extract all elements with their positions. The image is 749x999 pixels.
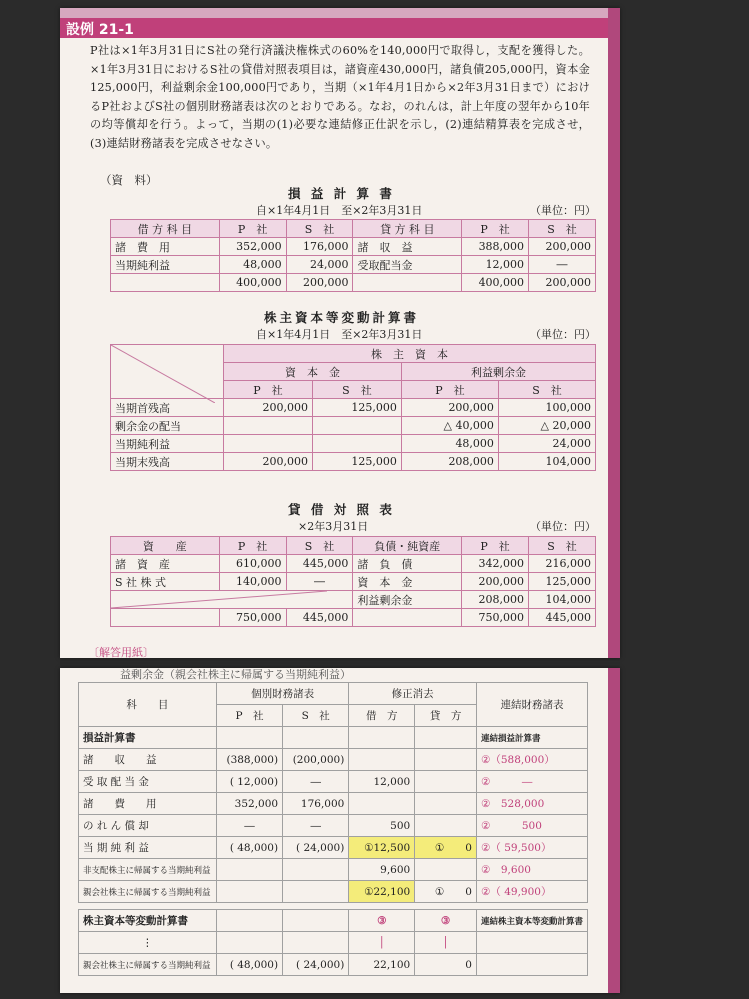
cell: 445,000 bbox=[529, 609, 596, 627]
cell: 資 本 金 bbox=[353, 573, 462, 591]
cell: ②（ 59,500） bbox=[476, 837, 587, 859]
cell bbox=[312, 435, 401, 453]
cell: ― bbox=[283, 771, 349, 793]
balance-sheet-table bbox=[110, 536, 596, 627]
cell: 200,000 bbox=[224, 399, 313, 417]
table-row bbox=[111, 609, 596, 627]
cell bbox=[216, 932, 282, 954]
section-label: 連結株主資本等変動計算書 bbox=[476, 910, 587, 932]
cell bbox=[283, 910, 349, 932]
diagonal-line bbox=[111, 591, 327, 608]
cell: 諸 収 益 bbox=[353, 238, 462, 256]
table-row bbox=[79, 903, 588, 910]
section-label: 連結損益計算書 bbox=[476, 727, 587, 749]
cell bbox=[349, 727, 415, 749]
cell: ( 24,000) bbox=[283, 954, 349, 976]
ss-unit: （単位：円） bbox=[530, 328, 596, 341]
cell bbox=[216, 881, 282, 903]
cell: 750,000 bbox=[219, 609, 286, 627]
row-label: 当 期 純 利 益 bbox=[79, 837, 217, 859]
cell: 0 bbox=[415, 954, 477, 976]
page-edge bbox=[608, 668, 620, 993]
row-label: の れ ん 償 却 bbox=[79, 815, 217, 837]
cell bbox=[415, 815, 477, 837]
header-cell: 借 方 科 目 bbox=[111, 220, 220, 238]
cell: 400,000 bbox=[219, 274, 286, 292]
cell: △ 20,000 bbox=[498, 417, 595, 435]
cell bbox=[283, 859, 349, 881]
header-cell: P 社 bbox=[401, 381, 498, 399]
cell: ( 48,000) bbox=[216, 954, 282, 976]
cell bbox=[312, 417, 401, 435]
worksheet-table bbox=[78, 682, 588, 976]
cell: 104,000 bbox=[498, 453, 595, 471]
cell: 104,000 bbox=[529, 591, 596, 609]
cell bbox=[415, 793, 477, 815]
header-cell: S 社 bbox=[529, 220, 596, 238]
header-cell: P 社 bbox=[462, 220, 529, 238]
table-row bbox=[111, 591, 596, 609]
cell: 125,000 bbox=[312, 399, 401, 417]
header-cell: 株 主 資 本 bbox=[224, 345, 596, 363]
bs-title: 貸 借 対 照 表 bbox=[288, 502, 395, 517]
cell: ② 528,000 bbox=[476, 793, 587, 815]
cell: 500 bbox=[349, 815, 415, 837]
cell: 24,000 bbox=[286, 256, 353, 274]
cell: 100,000 bbox=[498, 399, 595, 417]
header-cell: P 社 bbox=[224, 381, 313, 399]
cell: 剰余金の配当 bbox=[111, 417, 224, 435]
cell: 48,000 bbox=[401, 435, 498, 453]
header-cell: S 社 bbox=[286, 220, 353, 238]
cell: 当期末残高 bbox=[111, 453, 224, 471]
table-row bbox=[111, 435, 596, 453]
is-unit: （単位：円） bbox=[530, 204, 596, 217]
section-label: 損益計算書 bbox=[79, 727, 217, 749]
cell: 24,000 bbox=[498, 435, 595, 453]
header-cell: P 社 bbox=[219, 537, 286, 555]
table-row bbox=[111, 274, 596, 292]
equity-statement-table bbox=[110, 344, 596, 471]
header-cell: 修正消去 bbox=[349, 683, 477, 705]
cell: 208,000 bbox=[462, 591, 529, 609]
table-row bbox=[79, 727, 588, 749]
example-label: 設例 21-1 bbox=[66, 22, 134, 38]
table-row bbox=[111, 537, 596, 555]
cell bbox=[283, 881, 349, 903]
is-period: 自×1年4月1日 至×2年3月31日 bbox=[256, 204, 423, 217]
diagonal-line bbox=[111, 345, 215, 403]
cutoff-text: 益剰余金（親会社株主に帰属する当期純利益） bbox=[120, 668, 351, 681]
cell: 200,000 bbox=[529, 238, 596, 256]
cell: ② 500 bbox=[476, 815, 587, 837]
table-row bbox=[79, 771, 588, 793]
header-cell: S 社 bbox=[286, 537, 353, 555]
table-row bbox=[111, 256, 596, 274]
cell bbox=[349, 793, 415, 815]
cell: 200,000 bbox=[401, 399, 498, 417]
answer-label: 〔解答用紙〕 bbox=[88, 646, 154, 658]
table-row bbox=[111, 345, 596, 363]
cell: 216,000 bbox=[529, 555, 596, 573]
table-row bbox=[79, 793, 588, 815]
table-row bbox=[79, 954, 588, 976]
materials-label: （資 料） bbox=[100, 173, 158, 187]
cell: ( 48,000) bbox=[216, 837, 282, 859]
cell: 750,000 bbox=[462, 609, 529, 627]
cell: 受取配当金 bbox=[353, 256, 462, 274]
row-label: ⋮ bbox=[79, 932, 217, 954]
table-row bbox=[79, 932, 588, 954]
table-row bbox=[79, 683, 588, 705]
cell bbox=[476, 954, 587, 976]
cell: ③ bbox=[415, 910, 477, 932]
arrow-cell: │ bbox=[349, 932, 415, 954]
cell: 200,000 bbox=[286, 274, 353, 292]
cell: ― bbox=[283, 815, 349, 837]
table-row bbox=[79, 859, 588, 881]
cell: 200,000 bbox=[462, 573, 529, 591]
row-label: 受 取 配 当 金 bbox=[79, 771, 217, 793]
cell: ― bbox=[216, 815, 282, 837]
cell bbox=[353, 274, 462, 292]
cell: 388,000 bbox=[462, 238, 529, 256]
cell: (388,000) bbox=[216, 749, 282, 771]
cell: ②（ 49,900） bbox=[476, 881, 587, 903]
example-header bbox=[60, 18, 608, 38]
header-cell: S 社 bbox=[498, 381, 595, 399]
cell bbox=[476, 932, 587, 954]
cell: 176,000 bbox=[286, 238, 353, 256]
page-edge bbox=[608, 8, 620, 658]
cell: 125,000 bbox=[312, 453, 401, 471]
cell bbox=[283, 932, 349, 954]
cell: ①22,100 bbox=[349, 881, 415, 903]
spacer-cell bbox=[79, 903, 588, 910]
diagonal-cell bbox=[111, 591, 353, 609]
header-cell: P 社 bbox=[462, 537, 529, 555]
bs-period: ×2年3月31日 bbox=[298, 520, 369, 533]
cell: ② ― bbox=[476, 771, 587, 793]
header-cell: 貸 方 bbox=[415, 705, 477, 727]
cell: ( 24,000) bbox=[283, 837, 349, 859]
cell: 12,000 bbox=[349, 771, 415, 793]
problem-text: P社は×1年3月31日にS社の発行済議決権株式の60%を140,000円で取得し，支配を獲得した。×1年3月31日におけるS社の貸借対照表項目は，諸資産430,000円，諸負債205,000円，資本金125,000円，利益剰余金100,000円であり，当期（×1年4月1日から×2年3月31日まで）におけるP社およびS社の個別財務諸表は次のとおりである。なお，のれんは，計上年度の翌年から10年の均等償却を行う。よって，当期の(1)必要な連結修正仕訳を示し，(2)連結精算表を完成させ，(3)連結財務諸表を完成させなさい。 bbox=[90, 44, 590, 150]
table-row bbox=[79, 910, 588, 932]
cell: 12,000 bbox=[462, 256, 529, 274]
header-cell: 利益剰余金 bbox=[401, 363, 595, 381]
header-cell: 資 産 bbox=[111, 537, 220, 555]
cell bbox=[224, 435, 313, 453]
ss-title: 株主資本等変動計算書 bbox=[264, 310, 420, 325]
cell: 208,000 bbox=[401, 453, 498, 471]
cell: ① 0 bbox=[415, 837, 477, 859]
income-statement-table bbox=[110, 219, 596, 292]
cell: 22,100 bbox=[349, 954, 415, 976]
cell bbox=[349, 749, 415, 771]
cell: △ 40,000 bbox=[401, 417, 498, 435]
cell: ③ bbox=[349, 910, 415, 932]
table-row bbox=[79, 749, 588, 771]
diagonal-cell bbox=[111, 345, 224, 399]
page-top-strip bbox=[60, 8, 608, 18]
header-cell: 個別財務諸表 bbox=[216, 683, 348, 705]
cell: 200,000 bbox=[529, 274, 596, 292]
section-label: 株主資本等変動計算書 bbox=[79, 910, 217, 932]
header-cell: S 社 bbox=[312, 381, 401, 399]
cell bbox=[415, 727, 477, 749]
table-row bbox=[111, 220, 596, 238]
arrow-cell: │ bbox=[415, 932, 477, 954]
cell: 諸 負 債 bbox=[353, 555, 462, 573]
ss-period: 自×1年4月1日 至×2年3月31日 bbox=[256, 328, 423, 341]
header-cell: 科 目 bbox=[79, 683, 217, 727]
header-cell: P 社 bbox=[219, 220, 286, 238]
header-cell: 資 本 金 bbox=[224, 363, 402, 381]
row-label: 親会社株主に帰属する当期純利益 bbox=[79, 881, 217, 903]
is-title: 損 益 計 算 書 bbox=[288, 186, 395, 201]
header-cell: S 社 bbox=[529, 537, 596, 555]
cell bbox=[353, 609, 462, 627]
table-row bbox=[111, 417, 596, 435]
cell: 諸 資 産 bbox=[111, 555, 220, 573]
bs-unit: （単位：円） bbox=[530, 520, 596, 533]
row-label: 諸 収 益 bbox=[79, 749, 217, 771]
cell bbox=[216, 727, 282, 749]
cell bbox=[415, 771, 477, 793]
cell bbox=[216, 859, 282, 881]
cell: 48,000 bbox=[219, 256, 286, 274]
table-row bbox=[111, 238, 596, 256]
cell bbox=[111, 274, 220, 292]
header-cell: 借 方 bbox=[349, 705, 415, 727]
table-row bbox=[79, 837, 588, 859]
cell: 利益剰余金 bbox=[353, 591, 462, 609]
cell bbox=[224, 417, 313, 435]
cell: 200,000 bbox=[224, 453, 313, 471]
cell: 125,000 bbox=[529, 573, 596, 591]
header-cell: 貸 方 科 目 bbox=[353, 220, 462, 238]
table-row bbox=[79, 815, 588, 837]
cell bbox=[415, 859, 477, 881]
header-cell: S 社 bbox=[283, 705, 349, 727]
cell: 諸 費 用 bbox=[111, 238, 220, 256]
cell: 176,000 bbox=[283, 793, 349, 815]
cell: ② 9,600 bbox=[476, 859, 587, 881]
row-label: 諸 費 用 bbox=[79, 793, 217, 815]
cell bbox=[216, 910, 282, 932]
textbook-page-bottom bbox=[60, 668, 620, 993]
cell: 342,000 bbox=[462, 555, 529, 573]
cell: 当期純利益 bbox=[111, 435, 224, 453]
cell: 当期首残高 bbox=[111, 399, 224, 417]
table-row bbox=[111, 573, 596, 591]
cell: 140,000 bbox=[219, 573, 286, 591]
cell: 当期純利益 bbox=[111, 256, 220, 274]
cell: 445,000 bbox=[286, 609, 353, 627]
cell: 352,000 bbox=[216, 793, 282, 815]
textbook-page-top bbox=[60, 8, 620, 658]
cell: 610,000 bbox=[219, 555, 286, 573]
header-cell: 負債・純資産 bbox=[353, 537, 462, 555]
table-row bbox=[79, 881, 588, 903]
row-label: 非支配株主に帰属する当期純利益 bbox=[79, 859, 217, 881]
cell: ① 0 bbox=[415, 881, 477, 903]
header-cell: P 社 bbox=[216, 705, 282, 727]
cell: 445,000 bbox=[286, 555, 353, 573]
cell: ( 12,000) bbox=[216, 771, 282, 793]
cell bbox=[111, 609, 220, 627]
table-row bbox=[111, 453, 596, 471]
cell: 352,000 bbox=[219, 238, 286, 256]
cell bbox=[415, 749, 477, 771]
cell: ②（588,000） bbox=[476, 749, 587, 771]
cell: 400,000 bbox=[462, 274, 529, 292]
cell bbox=[283, 727, 349, 749]
cell: S 社 株 式 bbox=[111, 573, 220, 591]
cell: ― bbox=[529, 256, 596, 274]
table-row bbox=[111, 555, 596, 573]
cell: 9,600 bbox=[349, 859, 415, 881]
row-label: 親会社株主に帰属する当期純利益 bbox=[79, 954, 217, 976]
cell: ― bbox=[286, 573, 353, 591]
cell: (200,000) bbox=[283, 749, 349, 771]
header-cell: 連結財務諸表 bbox=[476, 683, 587, 727]
cell: ①12,500 bbox=[349, 837, 415, 859]
